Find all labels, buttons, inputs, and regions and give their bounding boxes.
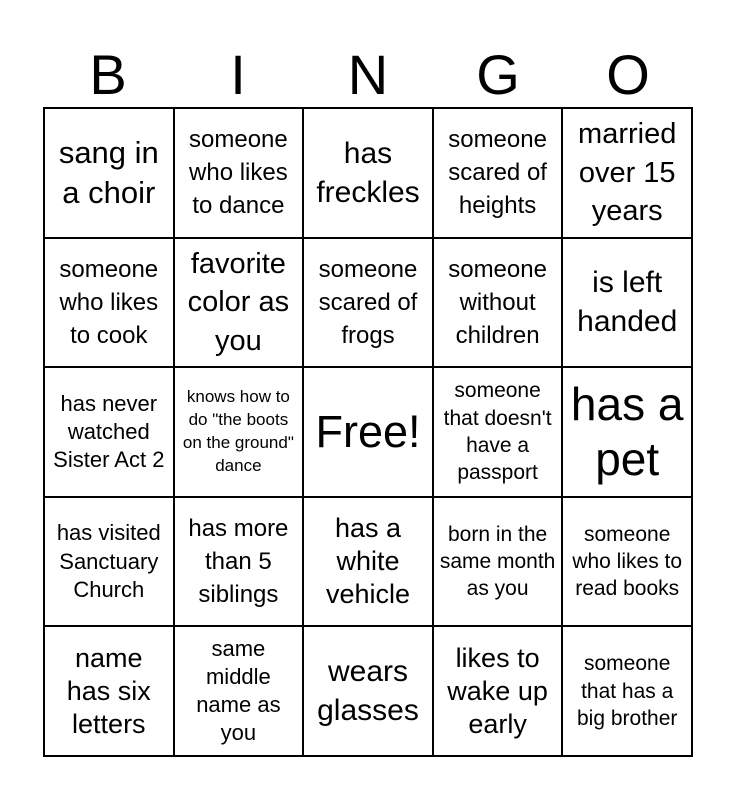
cell-text: wears glasses [317, 655, 419, 728]
cell-text: has visited Sanctuary Church [56, 520, 161, 602]
cell-text: someone who likes to read books [572, 522, 683, 601]
cell-text: has freckles [316, 136, 420, 209]
bingo-cell-o1[interactable] [563, 109, 693, 239]
cell-text: born in the same month as you [439, 522, 556, 601]
cell-text: is left handed [577, 266, 678, 339]
header-letter-o: O [606, 43, 650, 106]
cell-text: someone who likes to dance [189, 126, 288, 220]
bingo-cell-free[interactable] [304, 368, 434, 498]
cell-text: married over 15 years [578, 118, 677, 227]
header-letter-n: N [347, 43, 389, 106]
bingo-cell-n2[interactable] [304, 239, 434, 369]
cell-text: name has six letters [66, 642, 151, 739]
bingo-cell-g1[interactable] [434, 109, 564, 239]
cell-text: someone without children [448, 255, 547, 349]
cell-text: has a white vehicle [325, 513, 410, 610]
bingo-cell-i1[interactable] [175, 109, 305, 239]
cell-text: someone scared of heights [448, 126, 547, 220]
bingo-cell-i2[interactable] [175, 239, 305, 369]
bingo-cell-o3[interactable] [563, 368, 693, 498]
bingo-cell-o2[interactable] [563, 239, 693, 369]
bingo-cell-i3[interactable] [175, 368, 305, 498]
cell-text: has more than 5 siblings [188, 514, 289, 609]
cell-text: someone who likes to cook [59, 255, 159, 349]
free-space-text: Free! [315, 406, 421, 458]
bingo-cell-b5[interactable] [45, 627, 175, 757]
bingo-cell-g3[interactable] [434, 368, 564, 498]
bingo-cell-n4[interactable] [304, 498, 434, 628]
bingo-cell-b4[interactable] [45, 498, 175, 628]
bingo-cell-n1[interactable] [304, 109, 434, 239]
bingo-cell-i5[interactable] [175, 627, 305, 757]
header-letter-b: B [89, 43, 127, 106]
cell-text: has a pet [570, 377, 684, 485]
bingo-cell-g5[interactable] [434, 627, 564, 757]
cell-text: same middle name as you [196, 635, 281, 746]
bingo-cell-b1[interactable] [45, 109, 175, 239]
cell-text: sang in a choir [58, 135, 159, 210]
bingo-board [43, 107, 693, 757]
cell-text: favorite color as you [187, 247, 290, 357]
cell-text: someone that doesn't have a passport [443, 379, 552, 485]
cell-text: has never watched Sister Act 2 [53, 390, 165, 473]
cell-text: someone scared of frogs [318, 255, 418, 349]
header-letter-i: I [230, 43, 246, 106]
cell-text: likes to wake up early [447, 642, 548, 739]
bingo-cell-g2[interactable] [434, 239, 564, 369]
bingo-cell-i4[interactable] [175, 498, 305, 628]
cell-text: knows how to do "the boots on the ground" dance [182, 387, 294, 475]
bingo-cell-g4[interactable] [434, 498, 564, 628]
bingo-header [43, 44, 693, 106]
bingo-cell-o5[interactable] [563, 627, 693, 757]
bingo-cell-b2[interactable] [45, 239, 175, 369]
cell-text: someone that has a big brother [576, 652, 678, 730]
bingo-cell-o4[interactable] [563, 498, 693, 628]
bingo-cell-b3[interactable] [45, 368, 175, 498]
bingo-cell-n5[interactable] [304, 627, 434, 757]
header-letter-g: G [476, 43, 520, 106]
